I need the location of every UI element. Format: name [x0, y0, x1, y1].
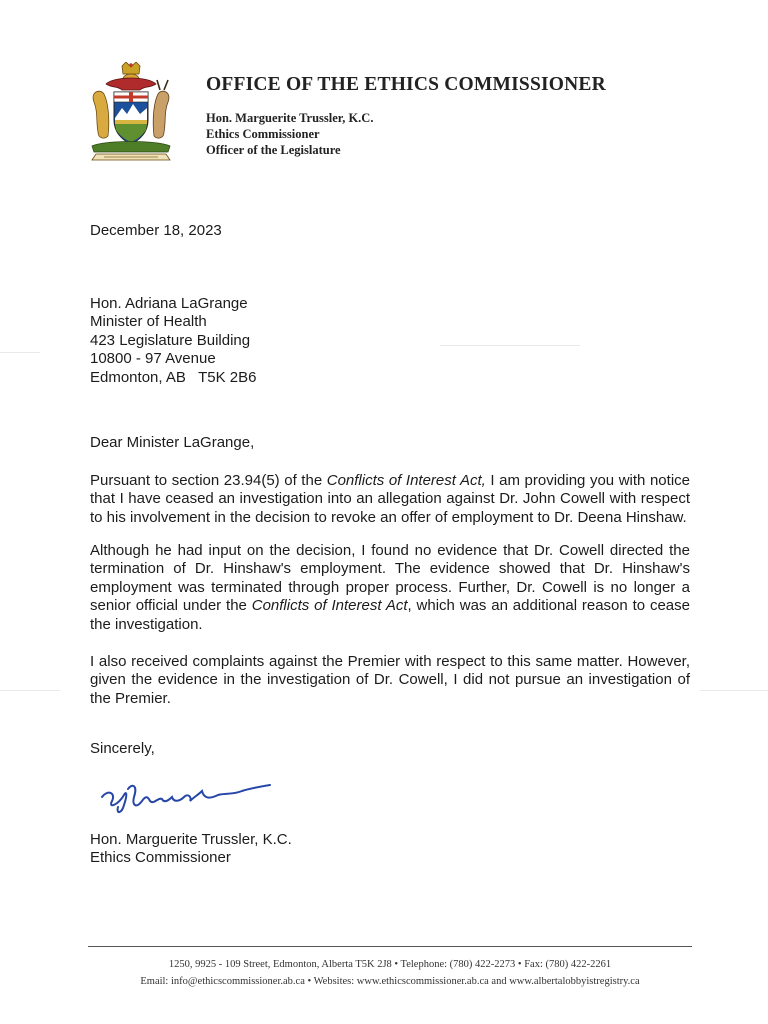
paragraph-text: , which was an additional reason to cease the investigation. [90, 597, 690, 633]
paragraph-2 [90, 542, 690, 634]
recipient-line: 423 Legislature Building [90, 331, 251, 349]
letterhead [206, 74, 606, 158]
scan-artifact [0, 352, 40, 353]
scan-artifact [0, 690, 60, 691]
footer-contact: Email: info@ethicscommissioner.ab.ca • Websites: www.ethicscommissioner.ab.ca and www.albertalobbyistregistry.ca [140, 976, 640, 987]
paragraph-text: Pursuant to section 23.94(5) of the [90, 472, 327, 489]
recipient-line: Minister of Health [90, 313, 207, 331]
alberta-coat-of-arms-icon [84, 62, 178, 164]
recipient-line: Edmonton, AB T5K 2B6 [90, 368, 257, 386]
signature-block [90, 831, 292, 868]
letter-date: December 18, 2023 [90, 222, 222, 239]
commissioner-office: Officer of the Legislature [206, 143, 341, 157]
paragraph-text: I am providing you with notice that I have ceased an investigation into an allegation against Dr. John Cowell with respect to his involvement in the decision to revoke an offer of employment to Dr. Deena Hinshaw. [90, 472, 690, 526]
office-title: OFFICE OF THE ETHICS COMMISSIONER [206, 74, 606, 95]
footer [88, 956, 692, 990]
signer-title: Ethics Commissioner [90, 849, 231, 867]
commissioner-name: Hon. Marguerite Trussler, K.C. [206, 111, 374, 125]
signature-icon [98, 775, 278, 819]
scan-artifact [440, 345, 580, 346]
act-title: Conflicts of Interest Act, [326, 472, 486, 489]
footer-address: 1250, 9925 - 109 Street, Edmonton, Alberta T5K 2J8 • Telephone: (780) 422-2273 • Fax: (780) 422-2261 [168, 959, 612, 970]
salutation: Dear Minister LaGrange, [90, 434, 255, 451]
scan-artifact [700, 690, 768, 691]
signer-name: Hon. Marguerite Trussler, K.C. [90, 831, 292, 848]
recipient-line: 10800 - 97 Avenue [90, 350, 216, 368]
closing: Sincerely, [90, 740, 155, 757]
recipient-address [90, 295, 257, 387]
paragraph-1 [90, 472, 690, 527]
paragraph-text: Although he had input on the decision, I found no evidence that Dr. Cowell directed the termination of Dr. Hinshaw's employment. The evidence showed that Dr. Hinshaw's employment was terminated through proper process. Further, Dr. Cowell is no longer a senior official under the [90, 542, 690, 615]
paragraph-3: I also received complaints against the Premier with respect to this same matter. However, given the evidence in the investigation of Dr. Cowell, I did not pursue an investigation of the Premier. [90, 653, 690, 707]
act-title: Conflicts of Interest Act [251, 597, 408, 615]
recipient-line: Hon. Adriana LaGrange [90, 295, 248, 312]
footer-divider [88, 946, 692, 947]
commissioner-role: Ethics Commissioner [206, 127, 320, 141]
